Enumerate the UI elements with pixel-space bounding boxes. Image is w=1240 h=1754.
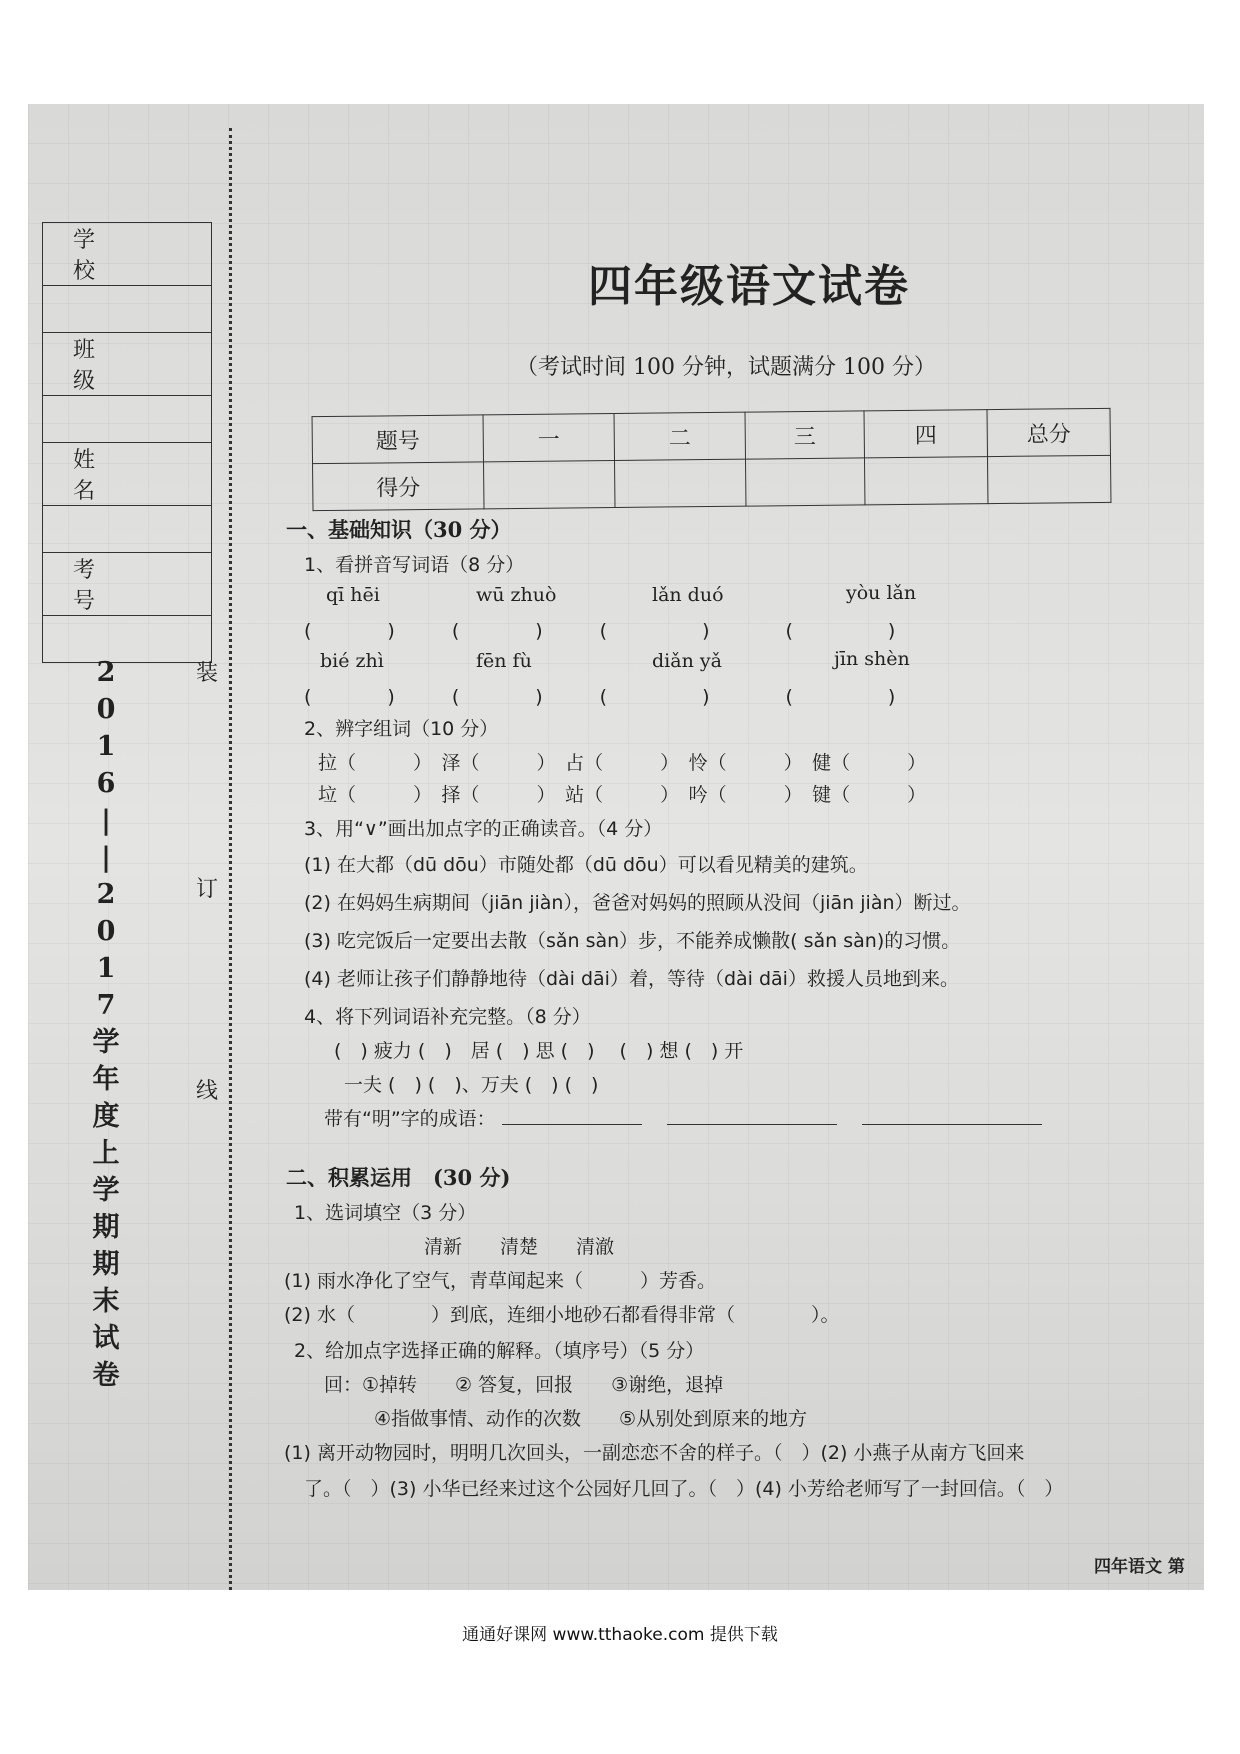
field-name bbox=[43, 506, 212, 553]
vertical-title-char: 1 bbox=[96, 731, 116, 762]
q4-idiom-label: 带有“明”字的成语： bbox=[324, 1108, 496, 1130]
section-2-title: 二、积累运用 (30 分) bbox=[286, 1165, 511, 1190]
s2-q2-def-1: 回：①掉转 ② 答复，回报 ③谢绝，退掉 bbox=[324, 1374, 724, 1396]
pinyin-5: bié zhì bbox=[320, 650, 384, 672]
s2-q2-items-2: 了。（ ）(3) 小华已经来过这个公园好几回了。（ ）(4) 小芳给老师写了一封回信。（ ） bbox=[304, 1478, 1064, 1500]
score-header-1: 一 bbox=[483, 414, 614, 462]
pinyin-3: lǎn duó bbox=[652, 584, 724, 606]
pinyin-8: jīn shèn bbox=[834, 648, 910, 670]
vertical-title-char: | bbox=[101, 805, 111, 836]
label-exam-number: 考 号 bbox=[43, 553, 212, 616]
score-row-label: 得分 bbox=[313, 462, 484, 511]
pinyin-6: fēn fù bbox=[476, 650, 532, 672]
watermark-text: 通通好课网 www.tthaoke.com 提供下载 bbox=[462, 1625, 778, 1645]
s2-q1-item-2: (2) 水（ ）到底，连细小地砂石都看得非常（ ）。 bbox=[284, 1304, 840, 1326]
score-cell bbox=[484, 461, 615, 509]
score-header-number: 题号 bbox=[312, 415, 483, 464]
section-1-title: 一、基础知识（30 分） bbox=[286, 517, 512, 542]
field-class bbox=[43, 396, 212, 443]
vertical-title-char: 7 bbox=[96, 990, 116, 1021]
bind-mark-ding: 订 bbox=[196, 877, 219, 902]
vertical-title-char: 末 bbox=[92, 1286, 120, 1317]
idiom-blank-1 bbox=[502, 1123, 642, 1125]
vertical-title-char: 年 bbox=[92, 1064, 120, 1095]
idiom-blank-2 bbox=[667, 1123, 837, 1125]
q3-item-4: (4) 老师让孩子们静静地待（dài dāi）着，等待（dài dāi）救援人员地到来。 bbox=[304, 968, 959, 990]
vertical-title-char: 2 bbox=[96, 879, 116, 910]
char: 健 bbox=[812, 752, 832, 774]
s2-q1-item-1: (1) 雨水净化了空气，青草闻起来（ ）芳香。 bbox=[284, 1270, 716, 1292]
pinyin-7: diǎn yǎ bbox=[652, 650, 722, 672]
vertical-title-char: 学 bbox=[92, 1175, 120, 1206]
q3-item-3: (3) 吃完饭后一定要出去散（sǎn sàn）步，不能养成懒散( sǎn sàn)的习惯。 bbox=[304, 930, 961, 952]
q4-line-3 bbox=[324, 1104, 1042, 1131]
vertical-year-title bbox=[88, 654, 124, 1394]
char: 吟 bbox=[688, 784, 708, 806]
s2-q2-items-1: (1) 离开动物园时，明明几次回头，一副恋恋不舍的样子。（ ）(2) 小燕子从南方飞回来 bbox=[284, 1442, 1025, 1464]
score-header-4: 四 bbox=[864, 410, 987, 458]
vertical-title-char: 0 bbox=[96, 694, 116, 725]
vertical-title-char: 6 bbox=[96, 768, 116, 799]
vertical-title-char: 卷 bbox=[92, 1360, 120, 1391]
score-cell bbox=[864, 457, 987, 505]
page-title: 四年级语文试卷 bbox=[588, 261, 910, 312]
q2-title: 2、辨字组词（10 分） bbox=[304, 718, 499, 740]
char: 拉 bbox=[318, 752, 338, 774]
s2-q2-def-2: ④指做事情、动作的次数 ⑤从别处到原来的地方 bbox=[374, 1408, 808, 1430]
answer-brackets-row2: ( ) ( ) ( ) ( ) bbox=[304, 686, 896, 708]
char: 站 bbox=[565, 784, 585, 806]
student-info-box bbox=[42, 222, 212, 663]
answer-brackets-row1: ( ) ( ) ( ) ( ) bbox=[304, 620, 896, 642]
vertical-title-char: 2 bbox=[96, 657, 116, 688]
field-exam-number bbox=[43, 616, 212, 663]
vertical-title-char: 学 bbox=[92, 1027, 120, 1058]
label-name: 姓 名 bbox=[43, 443, 212, 506]
q4-line-1: ( ) 疲力 ( ) 居 ( ) 思 ( ) ( ) 想 ( ) 开 bbox=[334, 1040, 744, 1062]
s2-q1-options: 清新 清楚 清澈 bbox=[424, 1236, 615, 1258]
label-school: 学 校 bbox=[43, 223, 212, 286]
vertical-title-char: 上 bbox=[92, 1138, 120, 1169]
score-header-2: 二 bbox=[614, 412, 745, 460]
char: 占 bbox=[565, 752, 585, 774]
pinyin-2: wū zhuò bbox=[476, 584, 557, 606]
exam-subtitle: （考试时间 100 分钟，试题满分 100 分） bbox=[516, 355, 936, 380]
score-cell bbox=[615, 459, 746, 507]
char: 键 bbox=[812, 784, 832, 806]
q2-row1: 拉（ ） 泽（ ） 占（ ） 怜（ ） 健（ ） bbox=[318, 752, 927, 774]
bind-mark-xian: 线 bbox=[196, 1079, 219, 1104]
pinyin-4: yòu lǎn bbox=[846, 582, 917, 604]
field-school bbox=[43, 286, 212, 333]
bind-mark-zhuang: 装 bbox=[196, 661, 219, 686]
vertical-title-char: 0 bbox=[96, 916, 116, 947]
vertical-title-char: 1 bbox=[96, 953, 116, 984]
idiom-blank-3 bbox=[862, 1123, 1042, 1125]
vertical-title-char: 度 bbox=[92, 1101, 120, 1132]
q2-row2: 垃（ ） 择（ ） 站（ ） 吟（ ） 键（ ） bbox=[318, 784, 927, 806]
q3-title: 3、用“∨”画出加点字的正确读音。（4 分） bbox=[304, 818, 663, 840]
vertical-title-char: 试 bbox=[92, 1323, 120, 1354]
q4-line-2: 一夫 ( ) ( )、万夫 ( ) ( ) bbox=[344, 1074, 599, 1096]
score-table bbox=[312, 408, 1112, 511]
page-footer-label: 四年语文 第 bbox=[1094, 1557, 1185, 1577]
score-header-3: 三 bbox=[745, 411, 864, 459]
binding-dotted-line bbox=[229, 128, 232, 1590]
q3-item-1: (1) 在大都（dū dōu）市随处都（dū dōu）可以看见精美的建筑。 bbox=[304, 854, 868, 876]
vertical-title-char: 期 bbox=[92, 1249, 120, 1280]
s2-q1-title: 1、选词填空（3 分） bbox=[294, 1202, 477, 1224]
char: 垃 bbox=[318, 784, 338, 806]
label-class: 班 级 bbox=[43, 333, 212, 396]
pinyin-1: qī hēi bbox=[326, 584, 380, 606]
char: 泽 bbox=[441, 752, 461, 774]
char: 怜 bbox=[688, 752, 708, 774]
score-cell bbox=[745, 458, 864, 506]
char: 择 bbox=[441, 784, 461, 806]
exam-paper bbox=[28, 104, 1204, 1590]
score-cell bbox=[987, 455, 1110, 503]
vertical-title-char: | bbox=[101, 842, 111, 873]
s2-q2-title: 2、给加点字选择正确的解释。（填序号）（5 分） bbox=[294, 1340, 705, 1362]
q3-item-2: (2) 在妈妈生病期间（jiān jiàn），爸爸对妈妈的照顾从没间（jiān jiàn）断过。 bbox=[304, 892, 971, 914]
q4-title: 4、将下列词语补充完整。（8 分） bbox=[304, 1006, 591, 1028]
vertical-title-char: 期 bbox=[92, 1212, 120, 1243]
q1-title: 1、看拼音写词语（8 分） bbox=[304, 554, 525, 576]
score-header-total: 总分 bbox=[987, 408, 1110, 456]
